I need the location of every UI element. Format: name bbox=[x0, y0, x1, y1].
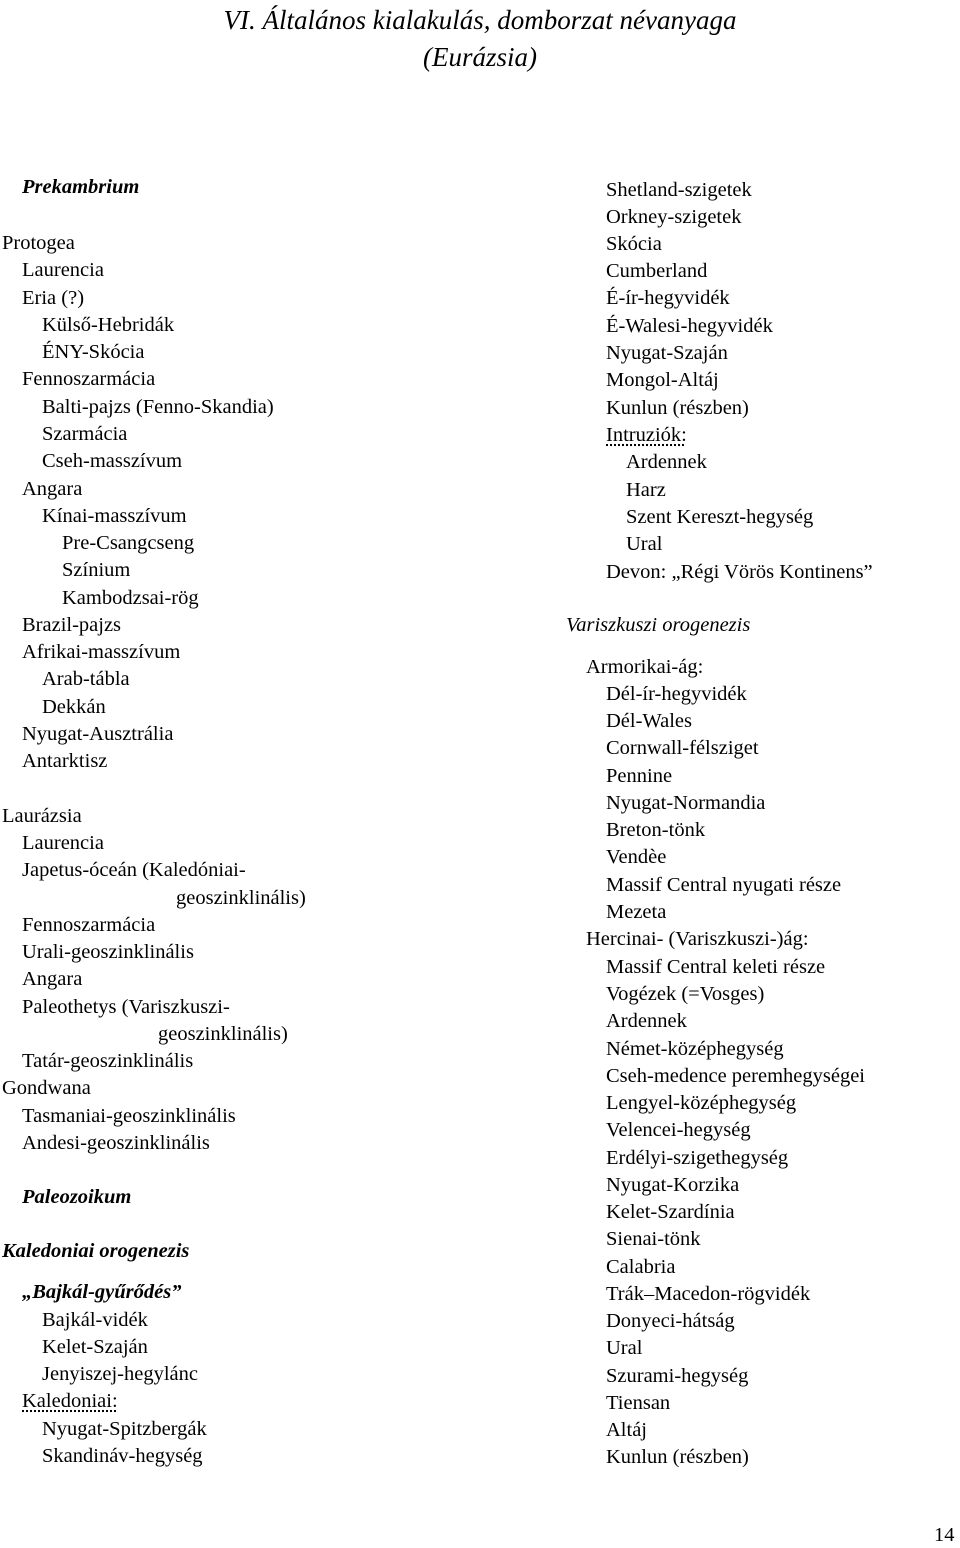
left-list-item: Fennoszarmácia bbox=[22, 914, 156, 936]
left-list-item: Japetus-óceán (Kaledóniai- bbox=[22, 859, 246, 881]
right-list-item: É-Walesi-hegyvidék bbox=[606, 315, 773, 337]
left-list-item: Pre-Csangcseng bbox=[62, 532, 195, 554]
right-list-item: Ural bbox=[606, 1337, 643, 1359]
right-list-item: Erdélyi-szigethegység bbox=[606, 1147, 789, 1169]
right-list-item: Massif Central keleti része bbox=[606, 956, 826, 978]
right-list-item: Nyugat-Korzika bbox=[606, 1174, 740, 1196]
right-list-item: Kunlun (részben) bbox=[606, 1446, 749, 1468]
left-list-item: Nyugat-Spitzbergák bbox=[42, 1418, 207, 1440]
left-list-item: Paleothetys (Variszkuszi- bbox=[22, 996, 230, 1018]
right-list-item: Nyugat-Normandia bbox=[606, 792, 766, 814]
left-list-item: Bajkál-vidék bbox=[42, 1309, 148, 1331]
left-list-item: Skandináv-hegység bbox=[42, 1445, 203, 1467]
right-list-item: Kelet-Szardínia bbox=[606, 1201, 735, 1223]
right-list-item: Mezeta bbox=[606, 901, 667, 923]
right-list-item: Skócia bbox=[606, 233, 662, 255]
left-list-item: Laurencia bbox=[22, 832, 104, 854]
page-title: VI. Általános kialakulás, domborzat névanyaga bbox=[223, 5, 737, 35]
right-list-item: Armorikai-ág: bbox=[586, 656, 704, 678]
left-list-item: Cseh-masszívum bbox=[42, 450, 183, 472]
right-list-item: Ural bbox=[626, 533, 663, 555]
left-list-item: Laurencia bbox=[22, 259, 104, 281]
right-list-item: Szurami-hegység bbox=[606, 1365, 749, 1387]
left-list-item: Szarmácia bbox=[42, 423, 128, 445]
right-list-item: Donyeci-hátság bbox=[606, 1310, 735, 1332]
left-list-heading: Kaledoniai orogenezis bbox=[2, 1240, 190, 1262]
right-list-item: Trák–Macedon-rögvidék bbox=[606, 1283, 811, 1305]
left-list-item: Kínai-masszívum bbox=[42, 505, 187, 527]
left-list-item: Kambodzsai-rög bbox=[62, 587, 199, 609]
right-list-item: Vogézek (=Vosges) bbox=[606, 983, 765, 1005]
left-list-item: Andesi-geoszinklinális bbox=[22, 1132, 210, 1154]
right-list-item: Mongol-Altáj bbox=[606, 369, 719, 391]
right-list-item: Ardennek bbox=[606, 1010, 687, 1032]
right-list-item: Velencei-hegység bbox=[606, 1119, 751, 1141]
right-list-item: Tiensan bbox=[606, 1392, 671, 1414]
left-list-item: Eria (?) bbox=[22, 287, 85, 309]
right-list-item: Német-középhegység bbox=[606, 1038, 784, 1060]
left-list-item: Balti-pajzs (Fenno-Skandia) bbox=[42, 396, 274, 418]
left-list-item: Protogea bbox=[2, 232, 75, 254]
left-list-item: Gondwana bbox=[2, 1077, 91, 1099]
right-list-item: Kunlun (részben) bbox=[606, 397, 749, 419]
left-list-heading: Kaledoniai: bbox=[22, 1390, 118, 1412]
left-list-item: Afrikai-masszívum bbox=[22, 641, 181, 663]
right-list-item: Cumberland bbox=[606, 260, 708, 282]
left-list-item: ÉNY-Skócia bbox=[42, 341, 145, 363]
right-list-item: Cseh-medence peremhegységei bbox=[606, 1065, 865, 1087]
right-list-item: Vendèe bbox=[606, 846, 667, 868]
right-list-item: Shetland-szigetek bbox=[606, 179, 752, 201]
left-list-item: Nyugat-Ausztrália bbox=[22, 723, 174, 745]
right-list-item: Dél-Wales bbox=[606, 710, 693, 732]
left-list-item: Angara bbox=[22, 968, 83, 990]
right-list-item: Harz bbox=[626, 479, 666, 501]
right-list-item: Massif Central nyugati része bbox=[606, 874, 842, 896]
left-list-item: Laurázsia bbox=[2, 805, 82, 827]
left-list-heading: „Bajkál-gyűrődés” bbox=[22, 1281, 182, 1303]
left-list-heading: Prekambrium bbox=[22, 176, 140, 198]
right-list-item: Cornwall-félsziget bbox=[606, 737, 759, 759]
left-list-item: Brazil-pajzs bbox=[22, 614, 122, 636]
right-list-item: Breton-tönk bbox=[606, 819, 706, 841]
left-list-item: Külső-Hebridák bbox=[42, 314, 175, 336]
left-list-heading: Paleozoikum bbox=[22, 1186, 132, 1208]
left-list-item: Kelet-Szaján bbox=[42, 1336, 148, 1358]
left-list-item: Arab-tábla bbox=[42, 668, 130, 690]
left-list-item: Urali-geoszinklinális bbox=[22, 941, 194, 963]
right-list-item: Ardennek bbox=[626, 451, 707, 473]
left-list-item: Dekkán bbox=[42, 696, 106, 718]
right-list-item: Devon: „Régi Vörös Kontinens” bbox=[606, 561, 873, 583]
left-list-item: Jenyiszej-hegylánc bbox=[42, 1363, 198, 1385]
right-list-item: Lengyel-középhegység bbox=[606, 1092, 797, 1114]
right-list-item: Pennine bbox=[606, 765, 673, 787]
right-list-item: Calabria bbox=[606, 1256, 676, 1278]
right-list-item: Altáj bbox=[606, 1419, 647, 1441]
left-list-item: Antarktisz bbox=[22, 750, 108, 772]
page-subtitle: (Eurázsia) bbox=[423, 42, 537, 72]
right-list-item: Orkney-szigetek bbox=[606, 206, 742, 228]
right-list-item: Sienai-tönk bbox=[606, 1228, 701, 1250]
right-list-item: Hercinai- (Variszkuszi-)ág: bbox=[586, 928, 809, 950]
left-list-item: geoszinklinális) bbox=[176, 887, 306, 909]
left-list-item: Színium bbox=[62, 559, 131, 581]
right-list-heading: Variszkuszi orogenezis bbox=[566, 614, 751, 636]
right-list-item: Nyugat-Szaján bbox=[606, 342, 728, 364]
right-list-item: É-ír-hegyvidék bbox=[606, 287, 730, 309]
right-list-heading: Intruziók: bbox=[606, 424, 687, 446]
right-list-item: Szent Kereszt-hegység bbox=[626, 506, 814, 528]
left-list-item: geoszinklinális) bbox=[158, 1023, 288, 1045]
left-list-item: Angara bbox=[22, 478, 83, 500]
right-list-item: Dél-ír-hegyvidék bbox=[606, 683, 747, 705]
left-list-item: Fennoszarmácia bbox=[22, 368, 156, 390]
left-list-item: Tasmaniai-geoszinklinális bbox=[22, 1105, 236, 1127]
left-list-item: Tatár-geoszinklinális bbox=[22, 1050, 194, 1072]
page-number: 14 bbox=[934, 1524, 955, 1546]
